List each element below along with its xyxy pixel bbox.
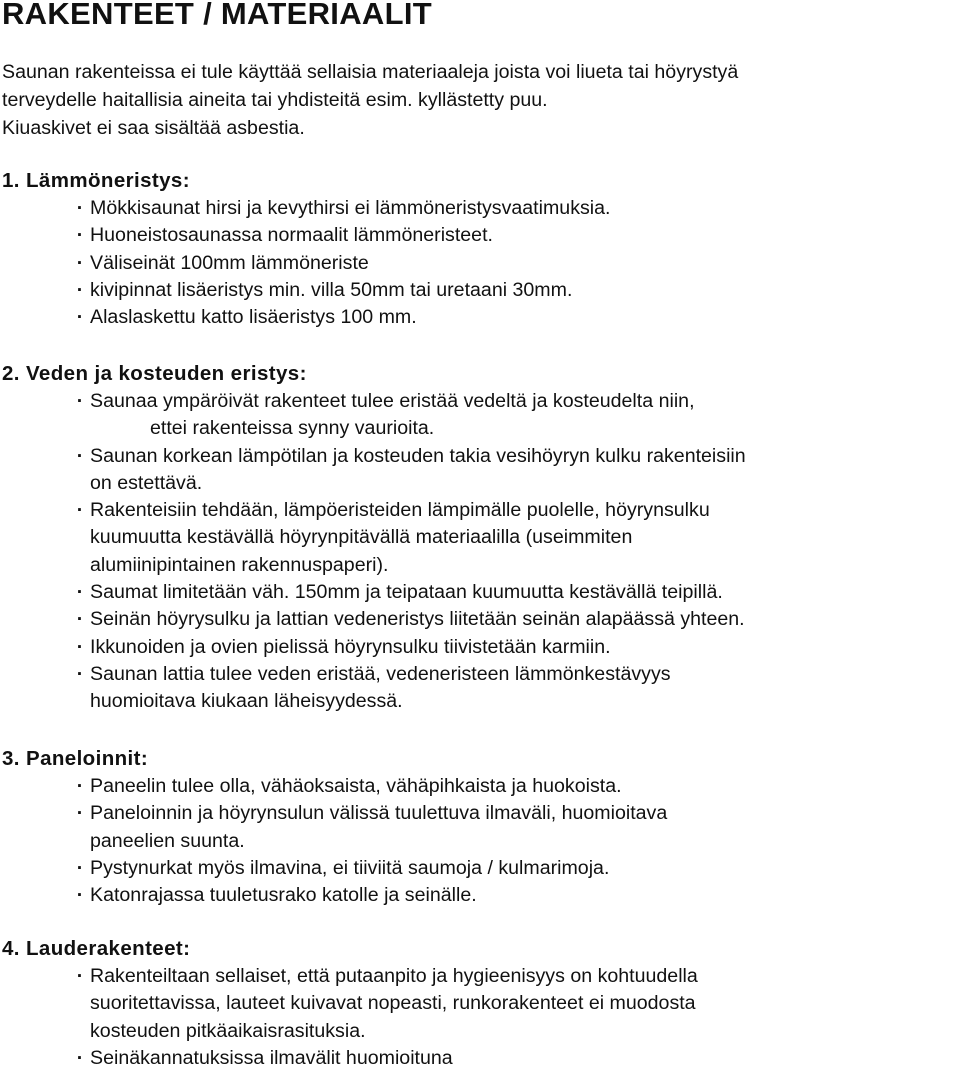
list-item [0, 661, 960, 716]
intro-paragraph [2, 58, 958, 142]
bullet-icon: · [76, 581, 84, 604]
bullet-icon: · [76, 856, 84, 879]
list-item [0, 800, 960, 855]
item-text: Paneloinnin ja höyrynsulun välissä tuulettuva ilmaväli, huomioitava [90, 802, 668, 825]
intro-line: terveydelle haitallisia aineita tai yhdisteitä esim. kyllästetty puu. [2, 89, 548, 111]
list-item [0, 606, 960, 633]
item-text: Huoneistosaunassa normaalit lämmöneristeet. [90, 224, 493, 247]
section-heading: 1. Lämmöneristys: [2, 169, 190, 192]
list-item [0, 443, 960, 498]
item-text: alumiinipintainen rakennuspaperi). [90, 553, 389, 576]
list-item [0, 222, 960, 249]
bullet-icon: · [76, 635, 84, 658]
intro-line: Kiuaskivet ei saa sisältää asbestia. [2, 117, 305, 139]
item-text: ettei rakenteissa synny vaurioita. [150, 417, 435, 440]
list-item [0, 855, 960, 882]
section-heading: 2. Veden ja kosteuden eristys: [2, 362, 307, 385]
bullet-icon: · [76, 278, 84, 301]
list-item [0, 388, 960, 443]
list-item [0, 634, 960, 661]
item-text: Alaslaskettu katto lisäeristys 100 mm. [90, 306, 417, 329]
bullet-icon: · [76, 224, 84, 247]
item-text: paneelien suunta. [90, 829, 245, 852]
intro-line: Saunan rakenteissa ei tule käyttää sellaisia materiaaleja joista voi liueta tai höyrystyä [2, 61, 739, 83]
bullet-icon: · [76, 662, 84, 685]
item-text: Ikkunoiden ja ovien pielissä höyrynsulku tiivistetään karmiin. [90, 635, 611, 658]
list-item [0, 497, 960, 579]
section-heading: 3. Paneloinnit: [2, 747, 149, 770]
item-text: Saunan lattia tulee veden eristää, vedeneristeen lämmönkestävyys [90, 662, 671, 685]
bullet-icon: · [76, 775, 84, 797]
item-text: Saunan korkean lämpötilan ja kosteuden takia vesihöyryn kulku rakenteisiin [90, 444, 746, 467]
list-item [0, 250, 960, 277]
item-text: Saumat limitetään väh. 150mm ja teipataan kuumuutta kestävällä teipillä. [90, 581, 723, 604]
bullet-icon: · [76, 499, 84, 522]
list-item [0, 1045, 960, 1072]
bullet-icon: · [76, 965, 84, 987]
item-text: Seinän höyrysulku ja lattian vedeneristys liitetään seinän alapäässä yhteen. [90, 608, 745, 631]
item-text: Mökkisaunat hirsi ja kevythirsi ei lämmöneristysvaatimuksia. [90, 197, 611, 219]
list-item [0, 773, 960, 800]
list-item [0, 579, 960, 606]
bullet-list [0, 773, 960, 909]
bullet-icon: · [76, 608, 84, 631]
bullet-icon: · [76, 802, 84, 825]
item-text: kuumuutta kestävällä höyrynpitävällä materiaalilla (useimmiten [90, 526, 633, 549]
list-item [0, 304, 960, 331]
bullet-icon: · [76, 197, 84, 219]
bullet-icon: · [76, 884, 84, 907]
bullet-icon: · [76, 306, 84, 329]
item-text: huomioitava kiukaan läheisyydessä. [90, 690, 403, 713]
bullet-list [0, 388, 960, 716]
bullet-icon: · [76, 390, 84, 412]
bullet-list [0, 195, 960, 331]
item-text: kosteuden pitkäaikaisrasituksia. [90, 1019, 366, 1042]
item-text: Rakenteiltaan sellaiset, että putaanpito ja hygieenisyys on kohtuudella [90, 965, 698, 987]
item-text: on estettävä. [90, 471, 203, 494]
bullet-icon: · [76, 444, 84, 467]
item-text: Katonrajassa tuuletusrako katolle ja seinälle. [90, 884, 477, 907]
item-text: kivipinnat lisäeristys min. villa 50mm tai uretaani 30mm. [90, 278, 573, 301]
bullet-icon: · [76, 1046, 84, 1069]
item-text: Seinäkannatuksissa ilmavälit huomioituna [90, 1046, 453, 1069]
list-item [0, 963, 960, 1045]
item-text: Rakenteisiin tehdään, lämpöeristeiden lämpimälle puolelle, höyrynsulku [90, 499, 710, 522]
bullet-icon: · [76, 251, 84, 274]
item-text: Paneelin tulee olla, vähäoksaista, vähäpihkaista ja huokoista. [90, 775, 622, 797]
item-text: Pystynurkat myös ilmavina, ei tiiviitä saumoja / kulmarimoja. [90, 856, 610, 879]
item-text: Saunaa ympäröivät rakenteet tulee eristää vedeltä ja kosteudelta niin, [90, 390, 695, 412]
item-text: suoritettavissa, lauteet kuivavat nopeasti, runkorakenteet ei muodosta [90, 992, 696, 1015]
list-item [0, 277, 960, 304]
page-title: RAKENTEET / MATERIAALIT [2, 0, 432, 31]
section-heading: 4. Lauderakenteet: [2, 937, 191, 960]
item-text: Väliseinät 100mm lämmöneriste [90, 251, 369, 274]
list-item [0, 195, 960, 222]
list-item [0, 882, 960, 909]
bullet-list [0, 963, 960, 1072]
